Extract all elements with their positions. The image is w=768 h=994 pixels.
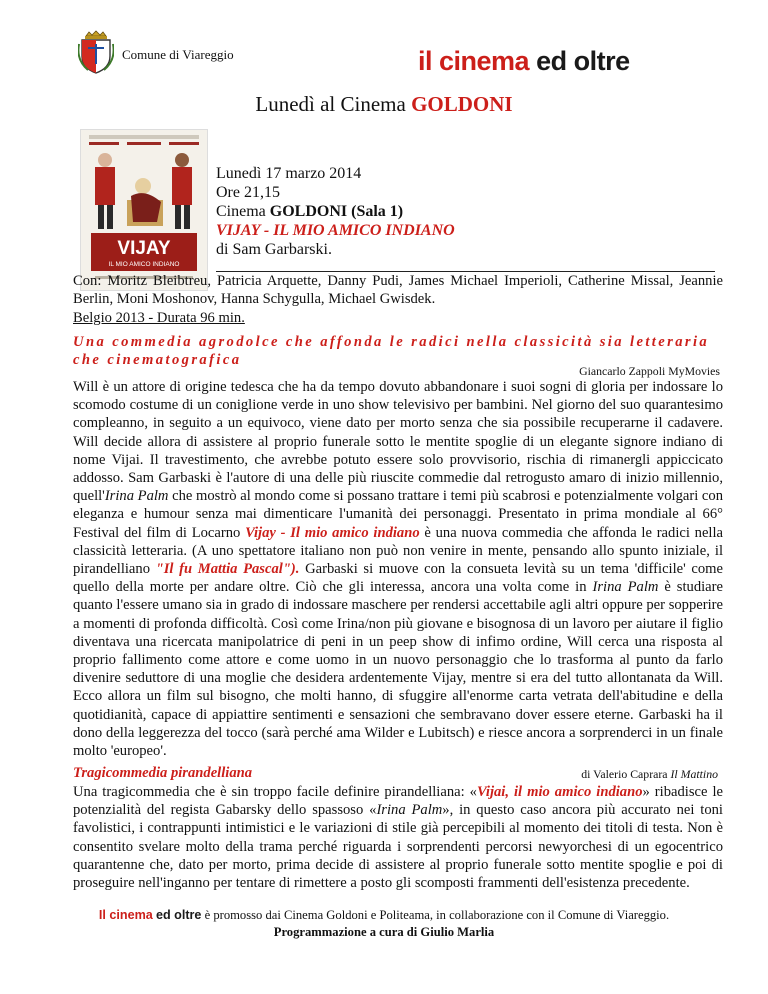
review2-text-2: » ribadisce le potenzialità del regista Gabarsky dello spassoso « (73, 784, 724, 819)
review1-credit: Giancarlo Zappoli MyMovies (579, 364, 720, 378)
review1-body (73, 378, 723, 760)
review2-credit-author: di Valerio Caprara (581, 767, 671, 781)
review2-text-1: Una tragicommedia che è sin troppo facile definire pirandelliana: « (73, 784, 477, 800)
event-venue-prefix: Cinema (216, 203, 270, 220)
footer-brand-red: Il cinema (98, 908, 153, 922)
footer-programming: Programmazione a cura di Giulio Marlia (273, 925, 495, 939)
event-director: di Sam Garbarski. (216, 241, 332, 258)
event-date: Lunedì 17 marzo 2014 (216, 165, 362, 182)
page-headline (0, 92, 768, 117)
review2-title: Tragicommedia pirandelliana (73, 765, 253, 781)
film-info (73, 309, 723, 327)
review1-text-1: Will è un attore di origine tedesca che ha da tempo dovuto abbandonare i suoi sogni di gloria per indossare lo scomodo costume di un coniglione verde in uno show televisivo per bambini. Nel giorno del suo quarantesimo compleanno, in seguito a un equivoco, viene dato per morto senza che sia possibile recuperarne il cadavere. Will decide allora di assistere al proprio funerale sotto le mentite spoglie di un elegante signore indiano di nome Vijai. Il travestimento, che avrebbe potuto essere solo provvisorio, rischia di rimanergli appiccicato addosso. Sam Garbaski è l'autore di una delle più riuscite commedie dal retrogusto amaro di inizio millennio, quell' (73, 379, 723, 505)
poster-artwork (81, 130, 207, 290)
poster-title: VIJAY (117, 238, 171, 259)
event-time: Ore 21,15 (216, 184, 280, 201)
review2-credit (581, 767, 718, 782)
review2-irina-palm: Irina Palm (376, 802, 443, 819)
footer-credits (0, 908, 768, 923)
film-info-text: Belgio 2013 - Durata 96 min. (73, 310, 245, 326)
event-venue (216, 202, 403, 221)
review1-tagline: Una commedia agrodolce che affonda le radici nella classicità sia letteraria che cinematografica (73, 334, 710, 368)
review1-text-4: Garbaski si muove con la consueta levità su un tema 'difficile' come quello della morte per andare oltre. Ciò che gli interessa, ancora una volta come in (73, 561, 723, 596)
review2-body (73, 783, 723, 892)
headline-prefix: Lunedì al Cinema (255, 92, 406, 116)
municipality-name: Comune di Viareggio (122, 47, 234, 62)
brand-logo-black: ed oltre (536, 46, 630, 76)
brand-logo-red: il cinema (418, 46, 530, 76)
review1-mattia-pascal: "Il fu Mattia Pascal"). (155, 561, 300, 578)
municipal-crest-icon (78, 30, 114, 74)
review1-film-title: Vijay - Il mio amico indiano (245, 524, 420, 541)
review2-credit-source: Il Mattino (670, 767, 718, 781)
review2-film-quote: Vijai, il mio amico indiano (476, 784, 643, 800)
footer-brand-black: ed oltre (155, 908, 202, 922)
event-venue-name: GOLDONI (Sala 1) (269, 203, 404, 220)
review1-irina-palm-1: Irina Palm (104, 488, 169, 505)
footer-text: è promosso dai Cinema Goldoni e Politeama, in collaborazione con il Comune di Viareggio. (201, 908, 670, 922)
headline-cinema: GOLDONI (411, 92, 513, 116)
brand-logo (418, 46, 630, 77)
review1-text-3: è una nuova commedia che affonda le radici nella classicità letteraria. (A uno spettatore italiano non può non venire in mente, pensando allo spunto iniziale, il pirandelliano (73, 524, 724, 578)
film-poster (80, 129, 208, 291)
review1-irina-palm-2: Irina Palm (592, 579, 659, 596)
event-film-title: VIJAY - IL MIO AMICO INDIANO (216, 222, 455, 239)
review1-text-5: è studiare quanto l'essere umano sia in grado di indossare maschere per rendersi accettabile agli altri oppure per sopperire a momenti di profonda difficoltà. Così come Irina/non più giovane e bisognosa di un lavoro per aiutare il figlio diventava una ricercata manipolatrice di peni in un peep show di infimo ordine, Will cerca una risposta al proprio fallimento come attore e come uomo in un nuovo personaggio che lo trasforma al punto da farlo divenire seduttore di una moglie che desidera ardentemente Vijay, mentre si era del tutto allontanata da Will. Ecco allora un film sul bisogno, che molti hanno, di sfuggire all'enorme carta vetrata dell'abitudine e della quotidianità, capace di appiattire sentimenti e sensazioni che sembravano dover essere eterne. Garbaski ha il dono della leggerezza del tocco (sarà perché ama Wilder e Lubitsch) e riesce ancora a sorprenderci in un finale molto 'europeo'. (73, 579, 723, 760)
review1-text-2: che mostrò al mondo come si possano trattare i temi più scabrosi e potenzialmente volgari con eleganza e humour senza mai dimenticare l'umanità dei personaggi. Presentato in prima mondiale al 66° Festival del film di Locarno (73, 488, 723, 541)
review2-text-3: », in questo caso ancora più accurato nei toni favolistici, i contrappunti intimistici e le variazioni di stile già percepibili al momento dei titoli di testa. Non è consentito svelare molto della trama perché riguarda i sorprendenti percorsi newyorchesi di un egocentrico quarantenne che, dato per morto, prima decide di assistere al proprio funerale sotto mentite spoglie e poi di proseguire nell'inganno per tentare di rimettere a posto gli scomposti frammenti dell'esistenza precedente. (73, 802, 723, 892)
cast-list: Con: Moritz Bleibtreu, Patricia Arquette, Danny Pudi, James Michael Imperioli, Catherine Missal, Jeannie Berlin, Moni Moshonov, Hanna Schygulla, Michael Gwisdek. (73, 273, 723, 308)
poster-subtitle: IL MIO AMICO INDIANO (108, 261, 180, 268)
